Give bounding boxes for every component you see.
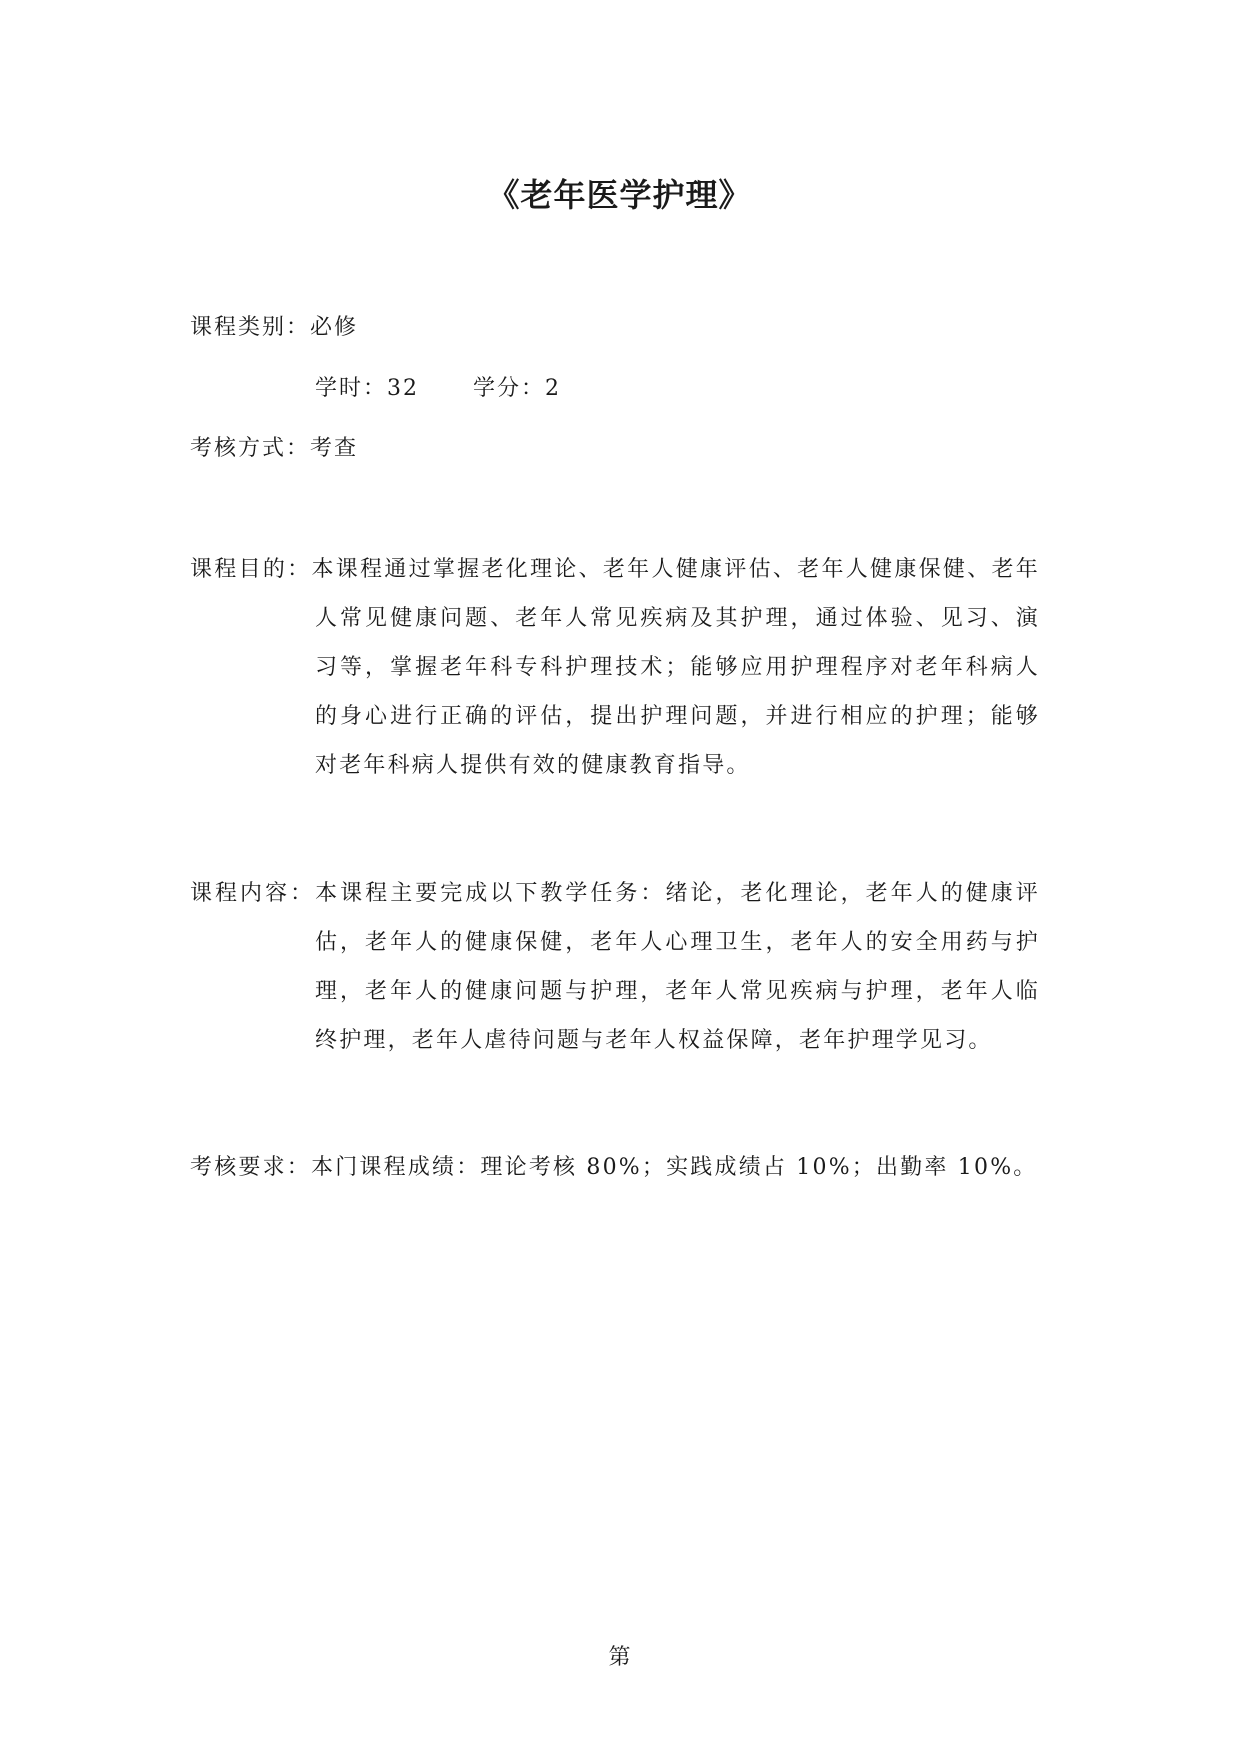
- hours-value: 32: [387, 376, 420, 401]
- page-footer: 第: [608, 1645, 631, 1670]
- objectives-section: [190, 545, 1040, 790]
- credits-label: 学分：: [473, 376, 546, 401]
- objectives-label: 课程目的：: [190, 557, 312, 582]
- assessment-method-label: 考核方式：: [190, 436, 311, 461]
- course-type-value: 必修: [310, 315, 359, 340]
- content-section: [190, 869, 1040, 1065]
- credits-value: 2: [545, 376, 562, 401]
- hours-credits-row: [315, 373, 561, 405]
- requirements-section: [190, 1143, 1040, 1192]
- content-label: 课程内容：: [190, 881, 316, 906]
- course-type-row: [190, 312, 358, 344]
- assessment-method-row: [190, 433, 358, 465]
- assessment-method-value: 考查: [310, 436, 359, 461]
- requirements-text: 本门课程成绩：理论考核 80%；实践成绩占 10%；出勤率 10%。: [311, 1155, 1038, 1180]
- content-text: 本课程主要完成以下教学任务：绪论，老化理论，老年人的健康评估，老年人的健康保健，老年人心理卫生，老年人的安全用药与护理，老年人的健康问题与护理，老年人常见疾病与护理，老年人临终护理，老年人虐待问题与老年人权益保障，老年护理学见习。: [315, 881, 1040, 1053]
- page-title: 《老年医学护理》: [487, 176, 752, 214]
- objectives-text: 本课程通过掌握老化理论、老年人健康评估、老年人健康保健、老年人常见健康问题、老年人常见疾病及其护理，通过体验、见习、演习等，掌握老年科专科护理技术；能够应用护理程序对老年科病人的身心进行正确的评估，提出护理问题，并进行相应的护理；能够对老年科病人提供有效的健康教育指导。: [311, 557, 1040, 778]
- hours-label: 学时：: [315, 376, 388, 401]
- requirements-label: 考核要求：: [190, 1155, 312, 1180]
- course-type-label: 课程类别：: [190, 315, 311, 340]
